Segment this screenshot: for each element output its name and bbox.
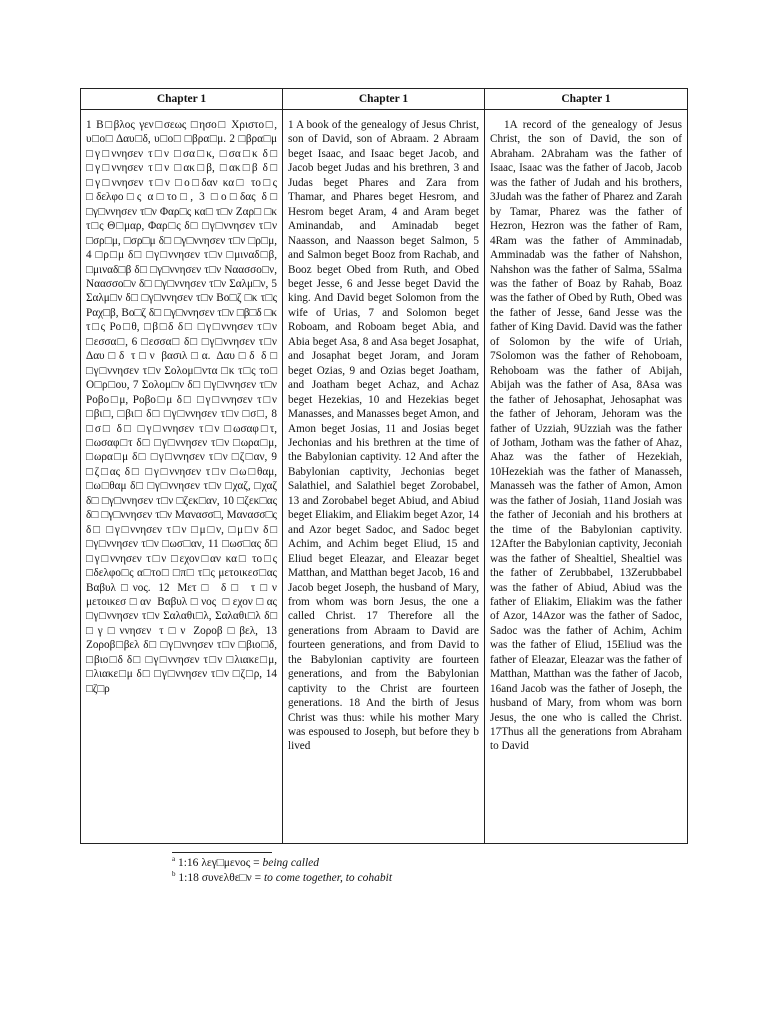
column-heading: Chapter 1: [81, 89, 282, 110]
footnotes: [172, 856, 572, 886]
literal-english-text: [283, 110, 484, 754]
footnote-ref: 1:18: [178, 872, 199, 884]
footnote-a: [172, 856, 572, 871]
column-literal-english: [283, 89, 485, 843]
footnote-gloss: to come together, to cohabit: [263, 872, 393, 884]
literal-paragraph: 1 A book of the genealogy of Jesus Christ, son of David, son of Abraam. 2 Abraam beget Isaac, and Isaac beget Jacob, and Jacob beget Judas and his brethren, 3 and Judas beget Phares and Zara from Thamar, and Phares beget Hesrom, and Hesrom beget Aram, 4 and Aram beget Aminandab, and Aminadab beget Naasson, and Naasson beget Salmon, 5 and Salmon beget Booz from Rachab, and Booz beget Obed from Ruth, and Obed beget Jesse, 6 and Jesse beget David the king. And David beget Solomon from the wife of Urias, 7 and Solomon beget Roboam, and Roboam beget Abia, and Abia beget Asa, 8 and Asa beget Josaphat, and Josaphat beget Joram, and Joram beget Ozias, 9 and Ozias beget Joatham, and Joatham beget Achaz, and Achaz beget Hezekias, 10 and Hezekias beget Manasses, and Manasses beget Amon, and Amon beget Josias, 11 and Josias beget Jechonias and his brethren at the time of the Babylonian captivity. 12 And after the Babylonian captivity, Jechonias beget Salathiel, and Salathiel beget Zorobabel, 13 and Zorobabel beget Abiud, and Abiud beget Eliakim, and Eliakim beget Azor, 14 and Azor beget Sadoc, and Sadoc beget Achim, and Achim beget Eliud, 15 and Eliud beget Eleazar, and Eleazar beget Matthan, and Matthan beget Jacob, 16 and Jacob beget Joseph, the husband of Mary, from whom was born Jesus, the one a called Christ. 17 Therefore all the generations from Abraam to David are fourteen generations, and from David to the Babylonian captivity are fourteen generations, and from the Babylonian captivity to the Christ are fourteen generations. 18 And the birth of Jesus Christ was thus: while his mother Mary was espoused to Joseph, but before they b lived: [288, 119, 479, 753]
footnote-rule: [172, 852, 272, 853]
footnote-b: [172, 871, 572, 886]
modern-english-text: [485, 110, 687, 754]
footnote-gloss: being called: [262, 857, 320, 869]
column-modern-english: [485, 89, 687, 843]
column-heading: Chapter 1: [485, 89, 687, 110]
footnote-equals: =: [254, 872, 262, 884]
footnote-marker: b: [172, 870, 176, 879]
footnote-ref: 1:16: [177, 857, 199, 869]
footnote-marker: a: [172, 855, 176, 864]
footnote-greek: λεγ□μενος: [201, 857, 251, 869]
modern-paragraph: 1A record of the genealogy of Jesus Christ, the son of David, the son of Abraham. 2Abraham was the father of Isaac, Isaac was the father of Jacob, Jacob was the father of Judah and his brothers, 3Judah was the father of Pharez and Zarah by Tamar, Pharez was the father of Hezron, Hezron was the father of Ram, 4Ram was the father of Amminadab, Amminadab was the father of Nahshon, Nahshon was the father of Salma, 5Salma was the father of Boaz by Rahab, Boaz was the father of Obed by Ruth, Obed was the father of Jesse, 6and Jesse was the father of King David. David was the father of Solomon by the wife of Uriah, 7Solomon was the father of Rehoboam, Rehoboam was the father of Abijah, Abijah was the father of Asa, 8Asa was the father of Jehosaphat, Jehosaphat was the father of Jehoram, Jehoram was the father of Uzziah, 9Uzziah was the father of Jotham, Jotham was the father of Ahaz, Ahaz was the father of Hezekiah, 10Hezekiah was the father of Manasseh, Manasseh was the father of Amon, Amon was the father of Josiah, 11and Josiah was the father of Jeconiah and his brothers at the time of the Babylonian captivity. 12After the Babylonian captivity, Jeconiah was the father of Shealtiel, Shealtiel was the father of Zerubbabel, 13Zerubbabel was the father of Abiud, Abiud was the father of Eliakim, Eliakim was the father of Azor, 14Azor was the father of Sadoc, Sadoc was the father of Achim, Achim was the father of Eliud, 15Eliud was the father of Eleazar, Eleazar was the father of Matthan, Matthan was the father of Jacob, 16and Jacob was the father of Joseph, the husband of Mary, from whom was born Jesus, the one who is called the Christ. 17Thus all the generations from Abraham to David: [490, 119, 682, 753]
column-greek: [81, 89, 283, 843]
footnote-greek: συνελθε□ν: [201, 872, 252, 884]
column-heading: Chapter 1: [283, 89, 484, 110]
greek-paragraph: 1 B□βλος γεν□σεως □ησο□ Χριστο□, υ□ο□ Δαυ□δ, υ□ο□ □βρα□μ. 2 □βρα□μ □γ□ννησεν τ□ν □σα□κ, □σα□κ δ□ □γ□ννησεν τ□ν □ακ□β, □ακ□β δ□ □γ□ννησεν τ□ν □ο□δαν κα□ το□ς □δελφο□ς α□το□, 3 □ο□δας δ□ □γ□ννησεν τ□ν Φαρ□ς κα□ τ□ν Ζαρ□ □κ τ□ς Θ□μαρ, Φαρ□ς δ□ □γ□ννησεν τ□ν □σρ□μ, □σρ□μ δ□ □γ□ννησεν τ□ν □ρ□μ, 4 □ρ□μ δ□ □γ□ννησεν τ□ν □μιναδ□β, □μιναδ□β δ□ □γ□ννησεν τ□ν Ναασσο□ν, Ναασσο□ν δ□ □γ□ννησεν τ□ν Σαλμ□ν, 5 Σαλμ□ν δ□ □γ□ννησεν τ□ν Βο□ζ □κ τ□ς Ραχ□β, Βο□ζ δ□ □γ□ννησεν τ□ν □β□δ □κ τ□ς Ρο□θ, □β□δ δ□ □γ□ννησεν τ□ν □εσσα□, 6 □εσσα□ δ□ □γ□ννησεν τ□ν Δαυ□δ τ□ν βασιλ□α. Δαυ□δ δ□ □γ□ννησεν τ□ν Σολομ□ντα □κ τ□ς το□ Ο□ρ□ου, 7 Σολομ□ν δ□ □γ□ννησεν τ□ν Ροβο□μ, Ροβο□μ δ□ □γ□ννησεν τ□ν □βι□, □βι□ δ□ □γ□ννησεν τ□ν □σ□, 8 □σ□ δ□ □γ□ννησεν τ□ν □ωσαφ□τ, □ωσαφ□τ δ□ □γ□ννησεν τ□ν □ωρα□μ, □ωρα□μ δ□ □γ□ννησεν τ□ν □ζ□αν, 9 □ζ□ας δ□ □γ□ννησεν τ□ν □ω□θαμ, □ω□θαμ δ□ □γ□ννησεν τ□ν □χαζ, □χαζ δ□ □γ□ννησεν τ□ν □ζεκ□αν, 10 □ζεκ□ας δ□ □γ□ννησεν τ□ν Μανασσ□, Μανασσ□ς δ□ □γ□ννησεν τ□ν □μ□ν, □μ□ν δ□ □γ□ννησεν τ□ν □ωσ□αν, 11 □ωσ□ας δ□ □γ□ννησεν τ□ν □εχον□αν κα□ το□ς □δελφο□ς α□το□ □π□ τ□ς μετοικεσ□ας Βαβυλ□νος. 12 Μετ□ δ□ τ□ν μετοικεσ□αν Βαβυλ□νος □εχον□ας □γ□ννησεν τ□ν Σαλαθι□λ, Σαλαθι□λ δ□ □γ□ννησεν τ□ν Ζοροβ□βελ, 13 Ζοροβ□βελ δ□ □γ□ννησεν τ□ν □βιο□δ, □βιο□δ δ□ □γ□ννησεν τ□ν □λιακε□μ, □λιακε□μ δ□ □γ□ννησεν τ□ν □ζ□ρ, 14 □ζ□ρ: [86, 119, 277, 695]
parallel-text-table: [80, 88, 688, 844]
footnote-equals: =: [253, 857, 260, 869]
greek-text: [81, 110, 282, 696]
